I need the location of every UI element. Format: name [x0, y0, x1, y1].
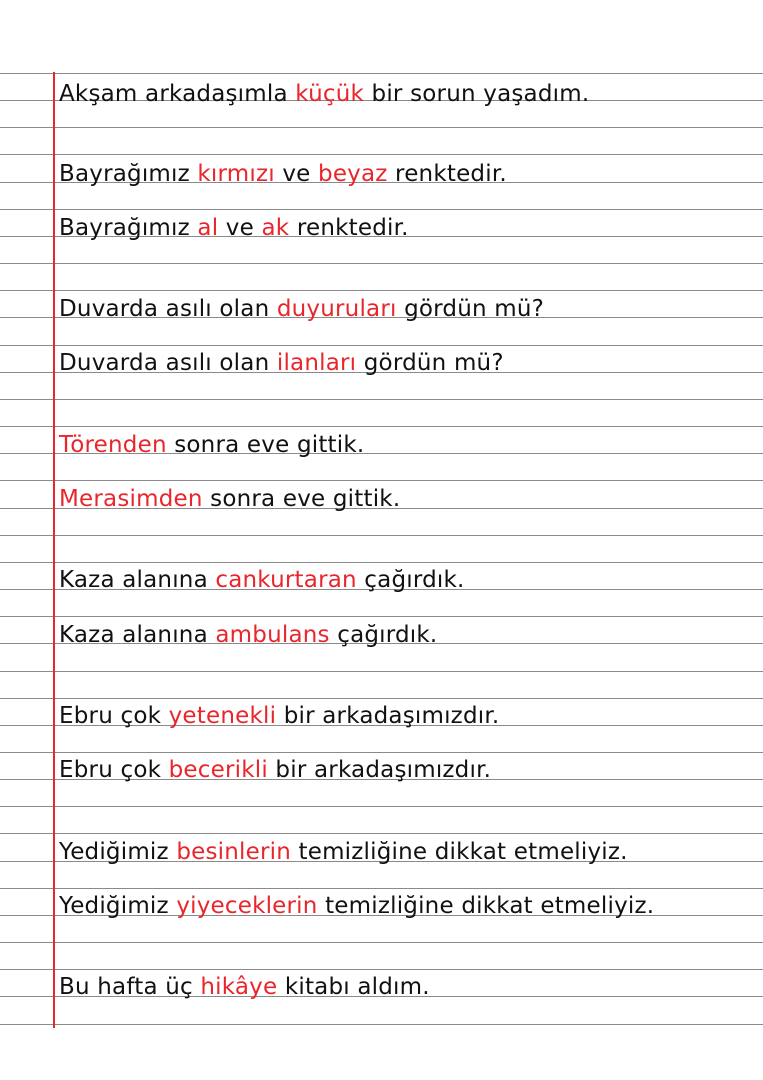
ruled-line — [0, 752, 763, 753]
highlighted-word: besinlerin — [176, 839, 291, 865]
sentence-text: kitabı aldım. — [277, 974, 430, 1000]
highlighted-word: al — [197, 215, 219, 241]
sentence-text: ve — [274, 161, 319, 187]
highlighted-word: küçük — [295, 81, 365, 107]
ruled-line — [0, 1024, 763, 1025]
sentence-12 — [59, 839, 628, 865]
sentence-3 — [59, 215, 409, 241]
sentence-text: çağırdık. — [329, 622, 438, 648]
sentence-text: Bayrağımız — [59, 161, 198, 187]
sentence-text: Bu hafta üç — [59, 974, 201, 1000]
highlighted-word: Törenden — [59, 432, 167, 458]
highlighted-word: ilanları — [276, 350, 357, 376]
sentence-1 — [59, 81, 589, 107]
sentence-text: Ebru çok — [59, 703, 169, 729]
ruled-line — [0, 263, 763, 264]
sentence-text: Kaza alanına — [59, 622, 216, 648]
highlighted-word: becerikli — [168, 757, 268, 783]
ruled-line — [0, 209, 763, 210]
ruled-line — [0, 73, 763, 74]
highlighted-word: Merasimden — [59, 486, 203, 512]
sentence-text: Kaza alanına — [59, 567, 216, 593]
sentence-text: ve — [218, 215, 262, 241]
highlighted-word: cankurtaran — [215, 567, 357, 593]
sentence-text: temizliğine dikkat etmeliyiz. — [317, 893, 655, 919]
sentence-text: Duvarda asılı olan — [59, 350, 277, 376]
sentence-4 — [59, 296, 544, 322]
sentence-text: Yediğimiz — [59, 893, 177, 919]
ruled-line — [0, 806, 763, 807]
highlighted-word: hikâye — [200, 974, 278, 1000]
sentence-text: Yediğimiz — [59, 839, 177, 865]
sentence-7 — [59, 486, 400, 512]
ruled-line — [0, 399, 763, 400]
highlighted-word: yetenekli — [168, 703, 277, 729]
sentence-5 — [59, 350, 504, 376]
margin-line — [53, 72, 55, 1028]
sentence-2 — [59, 161, 507, 187]
sentence-text: Ebru çok — [59, 757, 169, 783]
ruled-line — [0, 833, 763, 834]
ruled-line — [0, 345, 763, 346]
highlighted-word: yiyeceklerin — [176, 893, 318, 919]
ruled-line — [0, 426, 763, 427]
sentence-text: Duvarda asılı olan — [59, 296, 277, 322]
sentence-10 — [59, 703, 499, 729]
ruled-line — [0, 562, 763, 563]
sentence-text: renktedir. — [387, 161, 507, 187]
sentence-text: renktedir. — [289, 215, 409, 241]
sentence-9 — [59, 622, 437, 648]
ruled-line — [0, 616, 763, 617]
sentence-text: bir arkadaşımızdır. — [267, 757, 492, 783]
ruled-line — [0, 969, 763, 970]
ruled-line — [0, 480, 763, 481]
sentence-text: Bayrağımız — [59, 215, 198, 241]
highlighted-word: kırmızı — [197, 161, 275, 187]
ruled-line — [0, 290, 763, 291]
ruled-line — [0, 888, 763, 889]
sentence-text: çağırdık. — [356, 567, 465, 593]
highlighted-word: ambulans — [215, 622, 330, 648]
ruled-line — [0, 127, 763, 128]
highlighted-word: beyaz — [318, 161, 388, 187]
sentence-text: bir arkadaşımızdır. — [276, 703, 500, 729]
sentence-text: bir sorun yaşadım. — [364, 81, 590, 107]
sentence-text: sonra eve gittik. — [166, 432, 365, 458]
ruled-line — [0, 535, 763, 536]
sentence-text: gördün mü? — [396, 296, 545, 322]
ruled-line — [0, 154, 763, 155]
sentence-text: temizliğine dikkat etmeliyiz. — [290, 839, 628, 865]
sentence-text: sonra eve gittik. — [202, 486, 401, 512]
ruled-line — [0, 671, 763, 672]
highlighted-word: ak — [261, 215, 290, 241]
sentence-8 — [59, 567, 465, 593]
sentence-11 — [59, 757, 491, 783]
sentence-6 — [59, 432, 364, 458]
sentence-text: gördün mü? — [356, 350, 504, 376]
ruled-line — [0, 942, 763, 943]
sentence-13 — [59, 893, 654, 919]
highlighted-word: duyuruları — [276, 296, 397, 322]
sentence-text: Akşam arkadaşımla — [59, 81, 296, 107]
ruled-line — [0, 698, 763, 699]
sentence-14 — [59, 974, 430, 1000]
